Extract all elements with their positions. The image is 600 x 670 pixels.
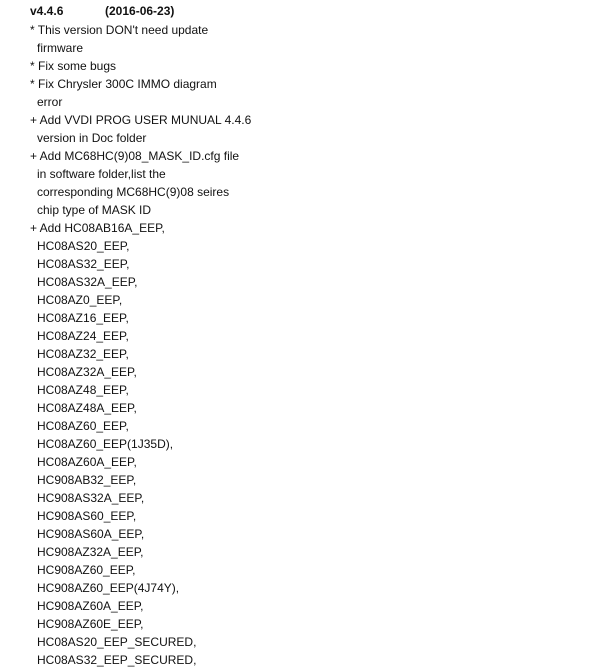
change-item-continuation: HC908AZ60A_EEP, <box>37 599 144 613</box>
change-item: * This version DON't need update <box>30 23 209 37</box>
change-item-continuation: HC08AS32_EEP, <box>37 257 130 271</box>
change-item-continuation: chip type of MASK ID <box>37 203 152 217</box>
change-item-continuation: HC08AZ16_EEP, <box>37 311 129 325</box>
change-item: * Fix some bugs <box>30 59 117 73</box>
change-item-continuation: HC08AZ24_EEP, <box>37 329 129 343</box>
change-item-continuation: error <box>37 95 63 109</box>
change-item: * Fix Chrysler 300C IMMO diagram <box>30 77 217 91</box>
change-item-continuation: HC08AZ48_EEP, <box>37 383 129 397</box>
release-date: (2016-06-23) <box>105 4 175 18</box>
change-item: + Add MC68HC(9)08_MASK_ID.cfg file <box>30 149 240 163</box>
change-item-continuation: HC08AS20_EEP, <box>37 239 130 253</box>
change-item-continuation: HC08AS32_EEP_SECURED, <box>37 653 197 667</box>
change-item-continuation: in software folder,list the <box>37 167 166 181</box>
version-number: v4.4.6 <box>30 4 64 18</box>
change-item-continuation: HC908AS60A_EEP, <box>37 527 145 541</box>
change-item-continuation: HC08AZ60A_EEP, <box>37 455 137 469</box>
change-item: + Add VVDI PROG USER MUNUAL 4.4.6 <box>30 113 252 127</box>
change-item-continuation: firmware <box>37 41 84 55</box>
change-item: + Add HC08AB16A_EEP, <box>30 221 165 235</box>
change-item-continuation: HC08AZ32_EEP, <box>37 347 129 361</box>
release-header <box>30 2 570 21</box>
change-item-continuation: version in Doc folder <box>37 131 147 145</box>
change-item-continuation: HC08AZ60_EEP(1J35D), <box>37 437 174 451</box>
change-item-continuation: corresponding MC68HC(9)08 seires <box>37 185 230 199</box>
change-item-continuation: HC08AS32A_EEP, <box>37 275 138 289</box>
change-list <box>30 21 570 669</box>
change-item-continuation: HC08AS20_EEP_SECURED, <box>37 635 197 649</box>
change-item-continuation: HC908AZ60_EEP(4J74Y), <box>37 581 180 595</box>
change-item-continuation: HC908AZ60E_EEP, <box>37 617 144 631</box>
change-item-continuation: HC908AS60_EEP, <box>37 509 137 523</box>
change-item-continuation: HC908AS32A_EEP, <box>37 491 145 505</box>
change-item-continuation: HC08AZ0_EEP, <box>37 293 123 307</box>
change-item-continuation: HC908AZ60_EEP, <box>37 563 136 577</box>
change-item-continuation: HC908AZ32A_EEP, <box>37 545 144 559</box>
change-item-continuation: HC08AZ32A_EEP, <box>37 365 137 379</box>
change-item-continuation: HC08AZ48A_EEP, <box>37 401 137 415</box>
change-item-continuation: HC08AZ60_EEP, <box>37 419 129 433</box>
release-notes <box>30 2 570 669</box>
change-item-continuation: HC908AB32_EEP, <box>37 473 137 487</box>
